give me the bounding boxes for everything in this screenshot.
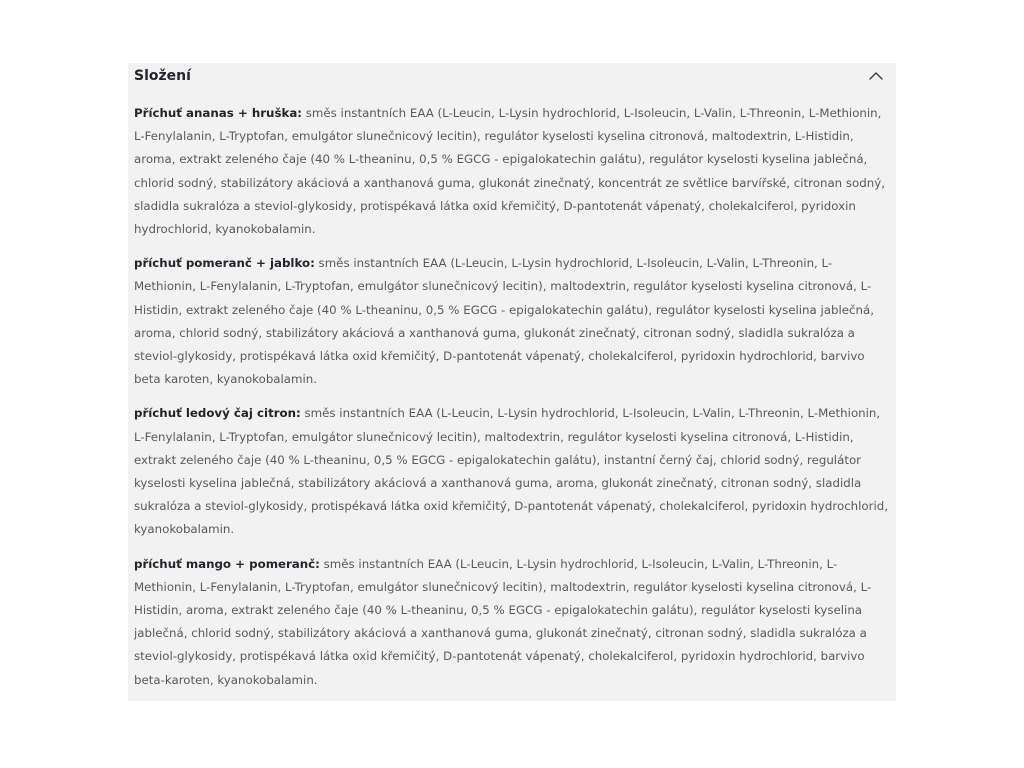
flavor-label: Příchuť ananas + hruška:	[134, 106, 303, 120]
flavor-ingredients: směs instantních EAA (L-Leucin, L-Lysin hydrochlorid, L-Isoleucin, L-Valin, L-Threonin, L-Methionin, L-Fenylalanin, L-Tryptofan, emulgátor slunečnicový lecitin), maltodextrin, regulátor kyselosti kyselina citronová, L-Histidin, extrakt zeleného čaje (40 % L-theaninu, 0,5 % EGCG - epigalokatechin galátu), regulátor kyselosti kyselina jablečná, aroma, chlorid sodný, stabilizátory akáciová a xanthanová guma, glukonát zinečnatý, citronan sodný, sladidla sukralóza a steviol-glykosidy, protispékavá látka oxid křemičitý, D-pantotenát vápenatý, cholekalciferol, pyridoxin hydrochlorid, barvivo beta karoten, kyanokobalamin.	[134, 256, 874, 387]
flavor-section-pineapple-pear	[134, 102, 890, 241]
flavor-ingredients: směs instantních EAA (L-Leucin, L-Lysin hydrochlorid, L-Isoleucin, L-Valin, L-Threonin, L-Methionin, L-Fenylalanin, L-Tryptofan, emulgátor slunečnicový lecitin), regulátor kyselosti kyselina citronová, maltodextrin, L-Histidin, aroma, extrakt zeleného čaje (40 % L-theaninu, 0,5 % EGCG - epigalokatechin galátu), regulátor kyselosti kyselina jablečná, chlorid sodný, stabilizátory akáciová a xanthanová guma, glukonát zinečnatý, koncentrát ze světlice barvířské, citronan sodný, sladidla sukralóza a steviol-glykosidy, protispékavá látka oxid křemičitý, D-pantotenát vápenatý, cholekalciferol, pyridoxin hydrochlorid, kyanokobalamin.	[134, 106, 885, 237]
composition-accordion	[128, 63, 896, 701]
chevron-up-icon[interactable]	[868, 68, 884, 84]
flavor-section-ice-tea-lemon	[134, 402, 890, 541]
flavor-label: příchuť ledový čaj citron:	[134, 406, 301, 421]
flavor-section-orange-apple	[134, 252, 890, 391]
accordion-header[interactable]	[134, 63, 890, 89]
flavor-ingredients: směs instantních EAA (L-Leucin, L-Lysin hydrochlorid, L-Isoleucin, L-Valin, L-Threonin, L-Methionin, L-Fenylalanin, L-Tryptofan, emulgátor slunečnicový lecitin), maltodextrin, regulátor kyselosti kyselina citronová, L-Histidin, extrakt zeleného čaje (40 % L-theaninu, 0,5 % EGCG - epigalokatechin galátu), instantní černý čaj, chlorid sodný, regulátor kyselosti kyselina jablečná, stabilizátory akáciová a xanthanová guma, aroma, glukonát zinečnatý, citronan sodný, sladidla sukralóza a steviol-glykosidy, protispékavá látka oxid křemičitý, D-pantotenát vápenatý, cholekalciferol, pyridoxin hydrochlorid, kyanokobalamin.	[134, 406, 889, 537]
flavor-section-mango-orange	[134, 553, 890, 692]
accordion-title: Složení	[134, 68, 191, 84]
flavor-label: příchuť pomeranč + jablko:	[134, 256, 315, 271]
flavor-ingredients: směs instantních EAA (L-Leucin, L-Lysin hydrochlorid, L-Isoleucin, L-Valin, L-Threonin, L-Methionin, L-Fenylalanin, L-Tryptofan, emulgátor slunečnicový lecitin), maltodextrin, regulátor kyselosti kyselina citronová, L-Histidin, aroma, extrakt zeleného čaje (40 % L-theaninu, 0,5 % EGCG - epigalokatechin galátu), regulátor kyselosti kyselina jablečná, chlorid sodný, stabilizátory akáciová a xanthanová guma, glukonát zinečnatý, citronan sodný, sladidla sukralóza a steviol-glykosidy, protispékavá látka oxid křemičitý, D-pantotenát vápenatý, cholekalciferol, pyridoxin hydrochlorid, barvivo beta-karoten, kyanokobalamin.	[134, 556, 872, 687]
flavor-label: příchuť mango + pomeranč:	[134, 556, 320, 571]
